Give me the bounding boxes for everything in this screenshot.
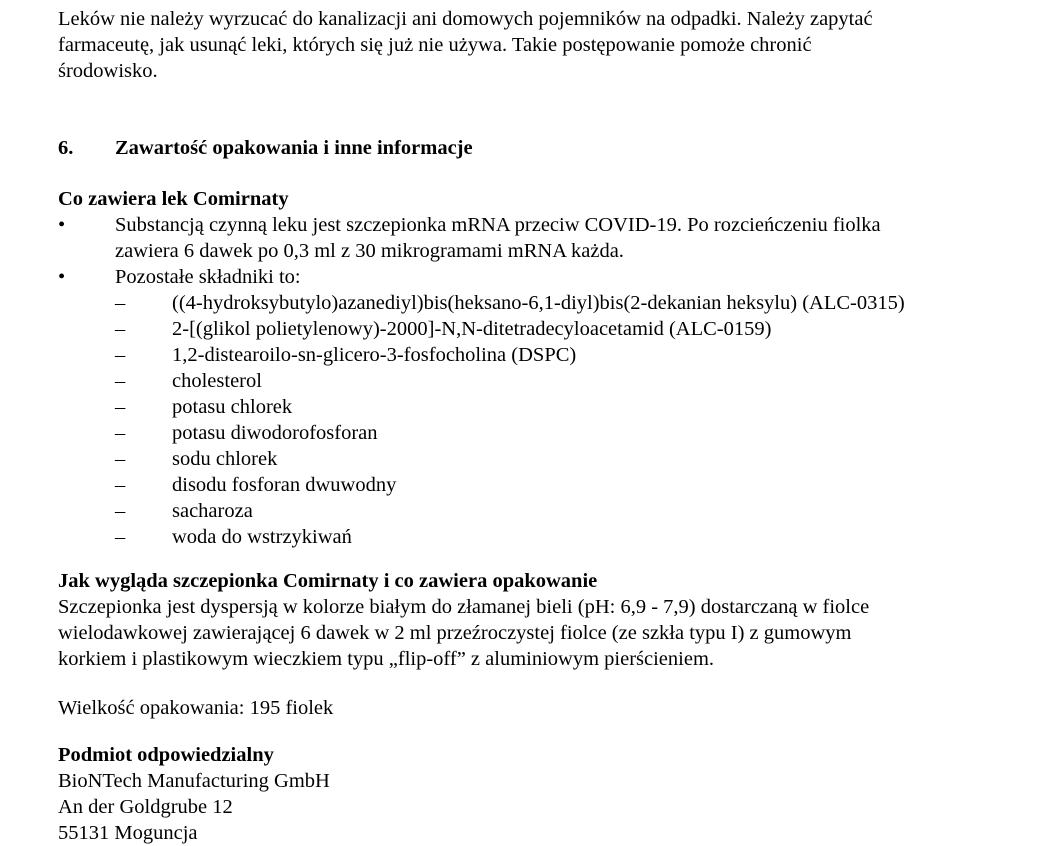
ingredient-text: ((4-hydroksybutylo)azanediyl)bis(heksano-6,1-diyl)bis(2-dekanian heksylu) (ALC-0315) — [172, 292, 905, 314]
ingredient-text: 1,2-distearoilo-sn-glicero-3-fosfocholina (DSPC) — [172, 344, 577, 366]
paragraph-line: wielodawkowej zawierającej 6 dawek w 2 ml przeźroczystej fiolce (ze szkła typu I) z gumowym — [58, 622, 852, 644]
address-line: 55131 Moguncja — [58, 822, 198, 844]
ingredient-item — [115, 342, 1011, 368]
ingredient-text: disodu fosforan dwuwodny — [172, 474, 397, 496]
bullet-item — [58, 212, 1011, 238]
dash-icon: – — [115, 474, 126, 496]
bullet-spacer — [58, 238, 115, 264]
dash-icon: – — [115, 526, 126, 548]
subheading-appearance: Jak wygląda szczepionka Comirnaty i co zawiera opakowanie — [58, 570, 598, 592]
bullet-text-line: Pozostałe składniki to: — [115, 266, 301, 288]
section-heading — [58, 135, 1011, 161]
section-number: 6. — [58, 137, 74, 159]
paragraph-line: środowisko. — [58, 60, 158, 82]
section-title: Zawartość opakowania i inne informacje — [115, 137, 473, 159]
ingredient-text: cholesterol — [172, 370, 262, 392]
pack-size-text: Wielkość opakowania: 195 fiolek — [58, 697, 334, 719]
ingredient-item — [115, 394, 1011, 420]
dash-icon: – — [115, 344, 126, 366]
dash-icon: – — [115, 448, 126, 470]
bullet-icon: • — [58, 266, 66, 288]
dash-icon: – — [115, 422, 126, 444]
ingredient-text: sodu chlorek — [172, 448, 278, 470]
ingredient-item — [115, 290, 1011, 316]
ingredient-text: 2-[(glikol polietylenowy)-2000]-N,N-ditetradecyloacetamid (ALC-0159) — [172, 318, 772, 340]
bullet-item — [58, 264, 1011, 290]
dash-icon: – — [115, 396, 126, 418]
bullet-item-continuation — [58, 238, 1011, 264]
dash-icon: – — [115, 500, 126, 522]
appearance-paragraph — [58, 594, 1011, 672]
ingredient-item — [115, 420, 1011, 446]
bullet-text-line: Substancją czynną leku jest szczepionka mRNA przeciw COVID-19. Po rozcieńczeniu fiolka — [115, 214, 881, 236]
bullet-text-line: zawiera 6 dawek po 0,3 ml z 30 mikrogramami mRNA każda. — [115, 240, 624, 262]
ingredient-text: sacharoza — [172, 500, 253, 522]
contents-list — [58, 212, 1011, 550]
ingredient-text: potasu diwodorofosforan — [172, 422, 378, 444]
paragraph-line: farmaceutę, jak usunąć leki, których się już nie używa. Takie postępowanie pomoże chronić — [58, 34, 812, 56]
paragraph-line: Leków nie należy wyrzucać do kanalizacji ani domowych pojemników na odpadki. Należy zapytać — [58, 8, 873, 30]
ingredient-item — [115, 498, 1011, 524]
ingredient-item — [115, 368, 1011, 394]
subheading-contents: Co zawiera lek Comirnaty — [58, 188, 289, 210]
paragraph-line: Szczepionka jest dyspersją w kolorze białym do złamanej bieli (pH: 6,9 - 7,9) dostarczaną w fiolce — [58, 596, 870, 618]
disposal-paragraph — [58, 6, 1011, 84]
ingredient-item — [115, 524, 1011, 550]
ingredient-text: potasu chlorek — [172, 396, 293, 418]
address-line: BioNTech Manufacturing GmbH — [58, 770, 330, 792]
subheading-responsible-entity: Podmiot odpowiedzialny — [58, 744, 274, 766]
bullet-icon: • — [58, 214, 66, 236]
responsible-entity-address — [58, 768, 1011, 846]
ingredient-item — [115, 446, 1011, 472]
dash-icon: – — [115, 318, 126, 340]
ingredient-item — [115, 472, 1011, 498]
dash-icon: – — [115, 370, 126, 392]
address-line: An der Goldgrube 12 — [58, 796, 233, 818]
paragraph-line: korkiem i plastikowym wieczkiem typu „flip-off” z aluminiowym pierścieniem. — [58, 648, 715, 670]
ingredient-text: woda do wstrzykiwań — [172, 526, 352, 548]
ingredient-item — [115, 316, 1011, 342]
dash-icon: – — [115, 292, 126, 314]
